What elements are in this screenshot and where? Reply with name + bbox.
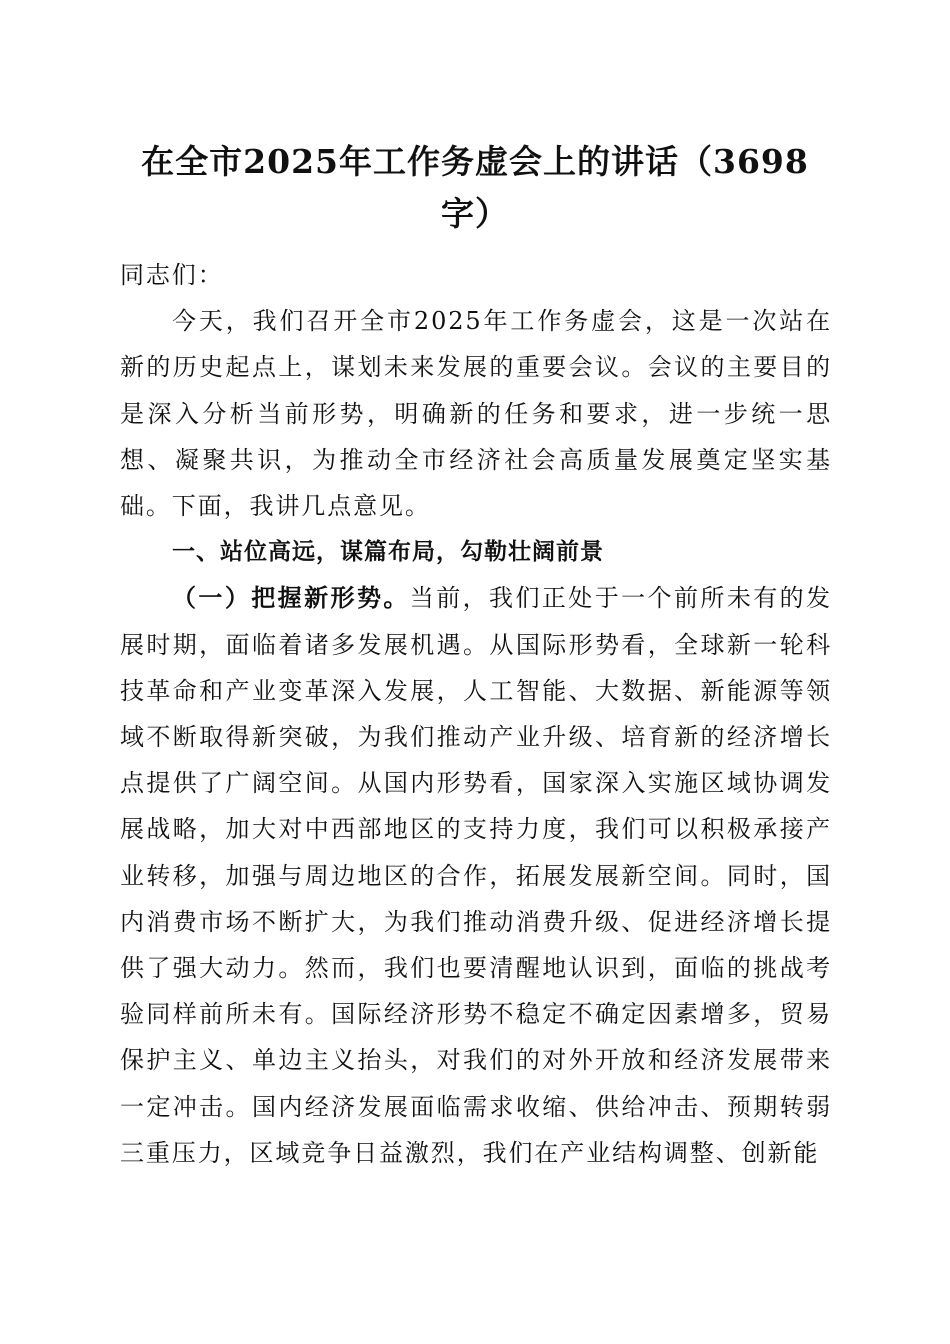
document-body xyxy=(120,252,832,1176)
salutation: 同志们： xyxy=(120,261,224,289)
intro-paragraph: 今天，我们召开全市2025年工作务虚会，这是一次站在新的历史起点上，谋划未来发展的重要会议。会议的主要目的是深入分析当前形势，明确新的任务和要求，进一步统一思想、凝聚共识，为推动全市经济社会高质量发展奠定坚实基础。下面，我讲几点意见。 xyxy=(120,307,832,521)
subsection-text-1: 当前，我们正处于一个前所未有的发展时期，面临着诸多发展机遇。从国际形势看，全球新一轮科技革命和产业变革深入发展，人工智能、大数据、新能源等领域不断取得新突破，为我们推动产业升级、培育新的经济增长点提供了广阔空间。从国内形势看，国家深入实施区域协调发展战略，加大对中西部地区的支持力度，我们可以积极承接产业转移，加强与周边地区的合作，拓展发展新空间。同时，国内消费市场不断扩大，为我们推动消费升级、促进经济增长提供了强大动力。然而，我们也要清醒地认识到，面临的挑战考验同样前所未有。国际经济形势不稳定不确定因素增多，贸易保护主义、单边主义抬头，对我们的对外开放和经济发展带来一定冲击。国内经济发展面临需求收缩、供给冲击、预期转弱三重压力，区域竞争日益激烈，我们在产业结构调整、创新能 xyxy=(120,584,832,1167)
subsection-title-1: （一）把握新形势。 xyxy=(172,583,410,613)
section-1-paragraph-1 xyxy=(120,575,832,1176)
document-title: 在全市2025年工作务虚会上的讲话（3698字） xyxy=(141,142,809,233)
section-heading-1: 一、站位高远，谋篇布局，勾勒壮阔前景 xyxy=(172,539,604,566)
